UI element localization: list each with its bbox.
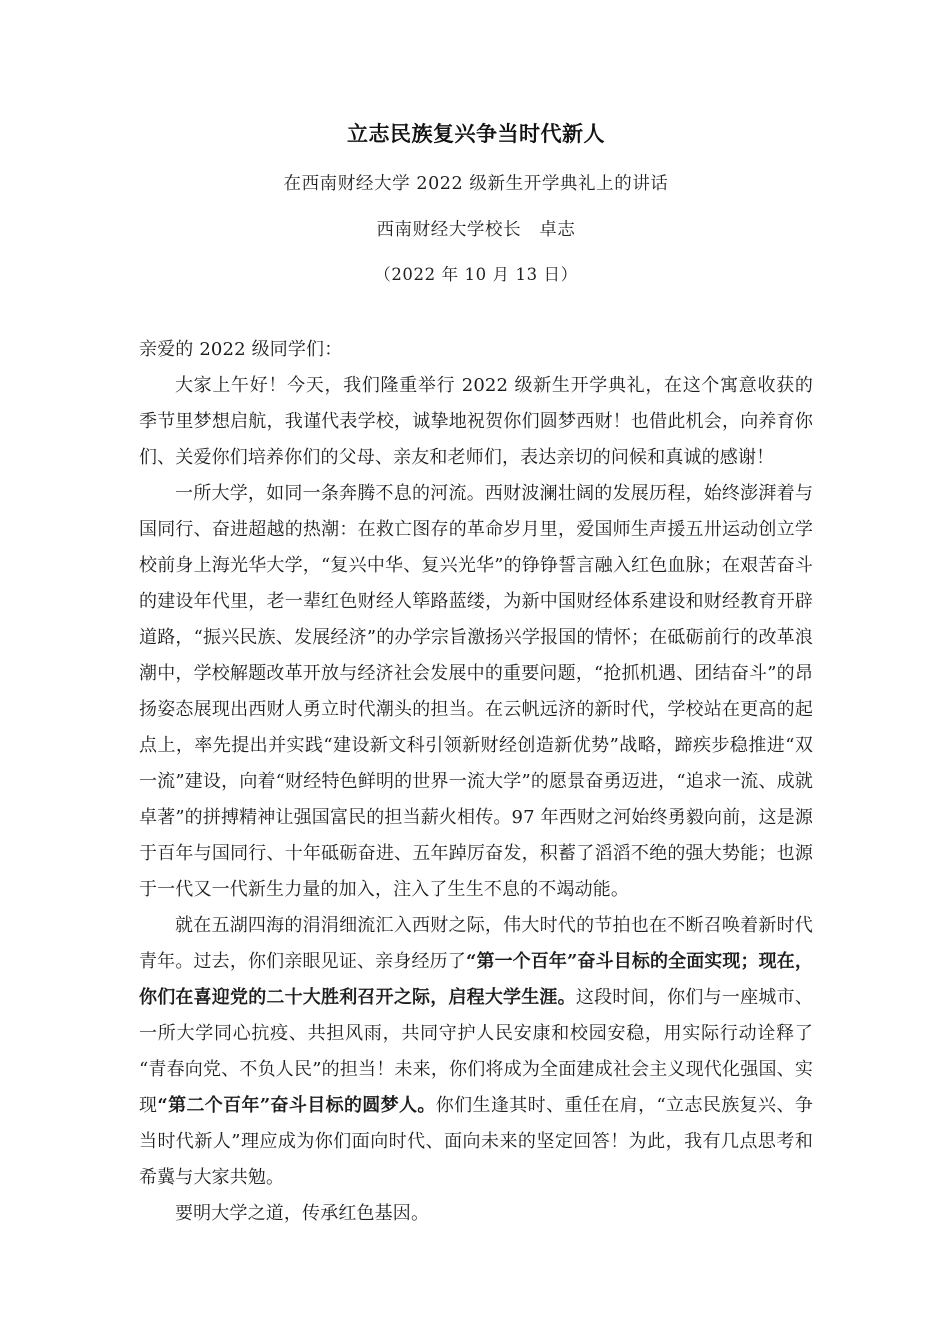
emphasis-run: “第二个百年”奋斗目标的圆梦人。: [157, 1094, 436, 1116]
text-run: 这段时间，你们与一座城市、一所大学同心抗疫、共担风雨，共同守护人民安康和校园安稳，用实际行动诠释了“青春向党、不负人民”的担当！未来，你们将成为全面建成社会主义现代化强国、实现: [139, 986, 813, 1116]
document-date: （2022 年 10 月 13 日）: [374, 265, 578, 284]
paragraph-youth: [139, 908, 813, 1196]
paragraph-salutation: [139, 332, 813, 368]
text-run: 你们生逢其时、重任在肩，“立志民族复兴、争当时代新人”理应成为你们面向时代、面向未来的坚定回答！为此，我有几点思考和希冀与大家共勉。: [139, 1094, 813, 1188]
document-byline: 西南财经大学校长 卓志: [376, 219, 576, 240]
text-run: 就在五湖四海的涓涓细流汇入西财之际，伟大时代的节拍也在不断召唤着新时代青年。过去，你们亲眼见证、亲身经历了: [139, 914, 813, 972]
paragraph-greeting: [139, 368, 813, 476]
title-block: [139, 0, 813, 288]
document-paragraphs: [139, 288, 813, 1232]
text-run: 亲爱的 2022 级同学们：: [139, 338, 343, 360]
text-run: 大家上午好！今天，我们隆重举行 2022 级新生开学典礼，在这个寓意收获的季节里梦想启航，我谨代表学校，诚挚地祝贺你们圆梦西财！也借此机会，向养育你们、关爱你们培养你们的父母、亲友和老师们，表达亲切的问候和真诚的感谢！: [139, 374, 813, 468]
text-run: 一所大学，如同一条奔腾不息的河流。西财波澜壮阔的发展历程，始终澎湃着与国同行、奋进超越的热潮：在救亡图存的革命岁月里，爱国师生声援五卅运动创立学校前身上海光华大学，“复兴中华、复兴光华”的铮铮誓言融入红色血脉；在艰苦奋斗的建设年代里，老一辈红色财经人筚路蓝缕，为新中国财经体系建设和财经教育开辟道路，“振兴民族、发展经济”的办学宗旨激扬兴学报国的情怀；在砥砺前行的改革浪潮中，学校解题改革开放与经济社会发展中的重要问题，“抢抓机遇、团结奋斗”的昂扬姿态展现出西财人勇立时代潮头的担当。在云帆远济的新时代，学校站在更高的起点上，率先提出并实践“建设新文科引领新财经创造新优势”战略，蹄疾步稳推进“双一流”建设，向着“财经特色鲜明的世界一流大学”的愿景奋勇迈进，“追求一流、成就卓著”的拼搏精神让强国富民的担当薪火相传。97 年西财之河始终勇毅向前，这是源于百年与国同行、十年砥砺奋进、五年踔厉奋发，积蓄了滔滔不绝的强大势能；也源于一代又一代新生力量的加入，注入了生生不息的不竭动能。: [139, 482, 813, 900]
text-run: 要明大学之道，传承红色基因。: [175, 1202, 430, 1224]
emphasis-run: “第一个百年”奋斗目标的全面实现；现在，你们在喜迎党的二十大胜利召开之际，启程大学生涯。: [139, 950, 813, 1008]
paragraph-history: [139, 476, 813, 908]
document-body: [139, 0, 813, 1232]
document-subtitle: 在西南财经大学 2022 级新生开学典礼上的讲话: [283, 173, 669, 194]
paragraph-point-one: [139, 1196, 813, 1232]
page-title: 立志民族复兴争当时代新人: [347, 121, 605, 146]
